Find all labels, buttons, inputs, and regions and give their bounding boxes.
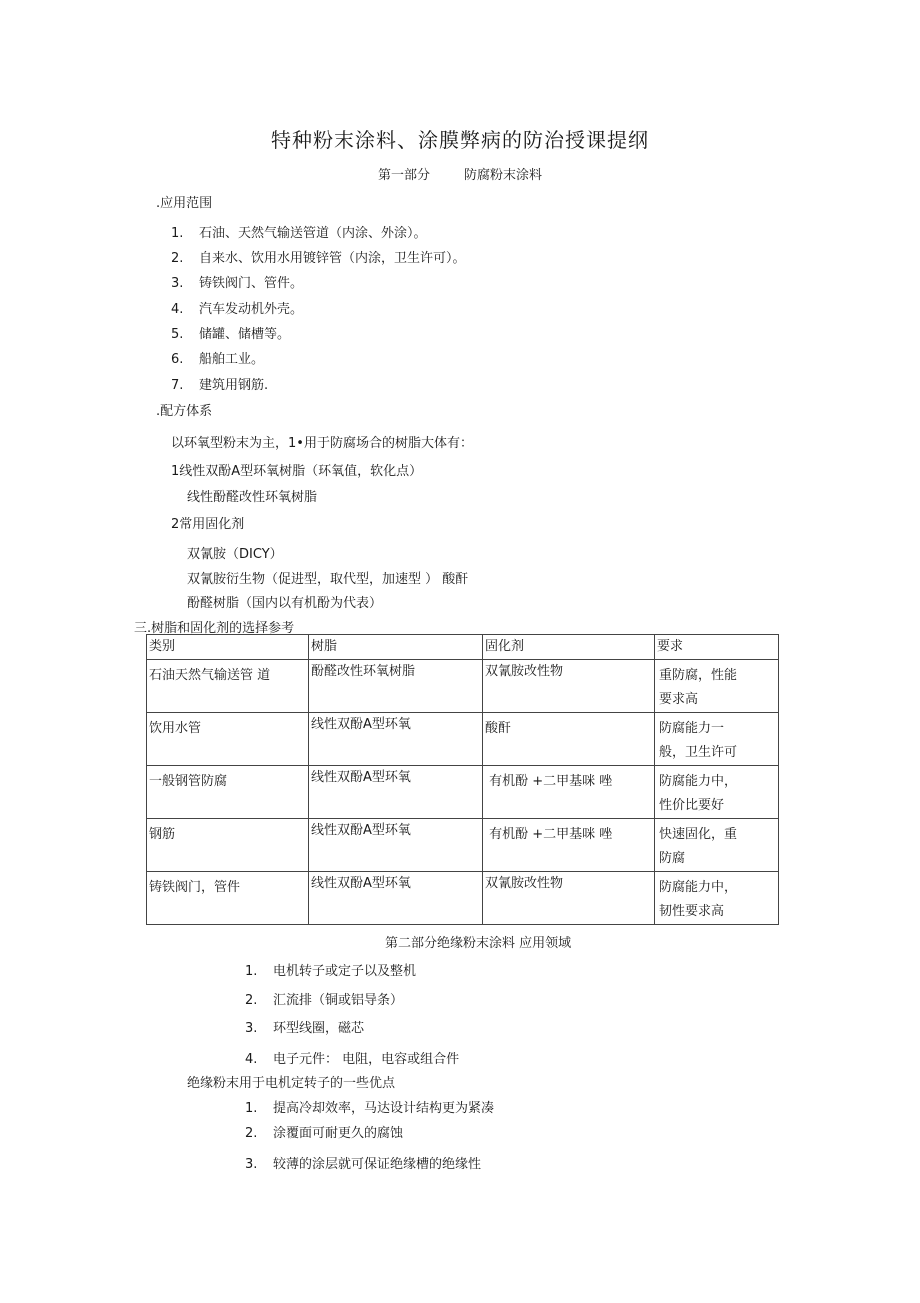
list-number: 4.: [171, 302, 184, 317]
list-number: 6.: [171, 352, 184, 367]
cell-requirement: 防腐能力中， 性价比要好: [655, 766, 779, 819]
header-curing: 固化剂: [483, 635, 655, 660]
list-number: 1.: [171, 226, 184, 241]
curing-item: 双氰胺衍生物（促进型，取代型，加速型 ） 酸酐: [187, 572, 469, 587]
part1-name: 防腐粉末涂料: [464, 168, 543, 183]
application-heading: .应用范围: [156, 196, 213, 211]
advantages-heading: 绝缘粉末用于电机定转子的一些优点: [187, 1076, 396, 1091]
header-requirement: 要求: [655, 635, 779, 660]
list-item: [171, 222, 427, 241]
curing-item: 双氰胺（DICY）: [187, 547, 283, 562]
cell-curing: 双氰胺改性物: [483, 872, 655, 925]
cell-requirement: 防腐能力中， 韧性要求高: [655, 872, 779, 925]
table-row: [147, 872, 779, 925]
list-text: 储罐、储槽等。: [199, 327, 291, 342]
cell-requirement: 防腐能力一 般，卫生许可: [655, 713, 779, 766]
resin-title: 1线性双酚A型环氧树脂（环氧值，软化点）: [171, 464, 423, 479]
list-item: [171, 247, 466, 266]
list-text: 自来水、饮用水用镀锌管（内涂，卫生许可）。: [199, 251, 466, 266]
cell-curing: 有机酚 +二甲基咪 唑: [483, 819, 655, 872]
cell-resin: 线性双酚A型环氧: [309, 872, 483, 925]
list-item: [245, 960, 416, 979]
cell-category: 一般钢管防腐: [147, 766, 309, 819]
list-text: 涂覆面可耐更久的腐蚀: [273, 1126, 404, 1141]
list-text: 提高冷却效率，马达设计结构更为紧凑: [273, 1101, 495, 1116]
list-number: 1.: [245, 964, 258, 979]
cell-resin: 线性双酚A型环氧: [309, 819, 483, 872]
document-title: 特种粉末涂料、涂膜弊病的防治授课提纲: [271, 128, 649, 152]
header-category: 类别: [147, 635, 309, 660]
list-text: 较薄的涂层就可保证绝缘槽的绝缘性: [273, 1157, 482, 1172]
list-number: 5.: [171, 327, 184, 342]
list-text: 电子元件： 电阻，电容或组合件: [273, 1052, 460, 1067]
list-number: 7.: [171, 378, 184, 393]
list-item: [245, 1048, 459, 1067]
list-text: 铸铁阀门、管件。: [199, 276, 304, 291]
cell-requirement: 快速固化，重 防腐: [655, 819, 779, 872]
list-number: 3.: [171, 276, 184, 291]
list-text: 汽车发动机外壳。: [199, 302, 304, 317]
list-text: 汇流排（铜或铝导条）: [273, 993, 404, 1008]
list-number: 1.: [245, 1101, 258, 1116]
selection-table: [146, 634, 779, 925]
cell-resin: 线性双酚A型环氧: [309, 766, 483, 819]
list-item: [171, 348, 264, 367]
list-item: [171, 298, 303, 317]
list-item: [245, 1017, 364, 1036]
list-item: [171, 323, 290, 342]
cell-category: 饮用水管: [147, 713, 309, 766]
list-item: [245, 1097, 494, 1116]
formula-intro: 以环氧型粉末为主，1•用于防腐场合的树脂大体有：: [171, 436, 473, 451]
list-number: 4.: [245, 1052, 258, 1067]
cell-category: 铸铁阀门，管件: [147, 872, 309, 925]
table-header-row: [147, 635, 779, 660]
cell-curing: 有机酚 +二甲基咪 唑: [483, 766, 655, 819]
table-row: [147, 766, 779, 819]
cell-curing: 酸酐: [483, 713, 655, 766]
list-number: 2.: [245, 993, 258, 1008]
table-row: [147, 819, 779, 872]
header-resin: 树脂: [309, 635, 483, 660]
list-text: 环型线圈，磁芯: [273, 1021, 365, 1036]
resin-sub: 线性酚醛改性环氧树脂: [187, 490, 318, 505]
list-text: 石油、天然气输送管道（内涂、外涂）。: [199, 226, 427, 241]
cell-requirement: 重防腐，性能 要求高: [655, 660, 779, 713]
curing-item: 酚醛树脂（国内以有机酚为代表）: [187, 596, 383, 611]
list-text: 船舶工业。: [199, 352, 265, 367]
list-number: 2.: [245, 1126, 258, 1141]
selection-heading: 三.树脂和固化剂的选择参考: [134, 621, 295, 636]
list-item: [245, 1153, 481, 1172]
part2-heading: 第二部分绝缘粉末涂料 应用领域: [385, 936, 572, 951]
cell-resin: 酚醛改性环氧树脂: [309, 660, 483, 713]
cell-resin: 线性双酚A型环氧: [309, 713, 483, 766]
part1-label: 第一部分: [378, 168, 431, 183]
formula-heading: .配方体系: [156, 404, 213, 419]
list-text: 电机转子或定子以及整机: [273, 964, 417, 979]
part1-heading: [378, 164, 542, 183]
curing-title: 2常用固化剂: [171, 517, 245, 532]
table-row: [147, 660, 779, 713]
list-item: [171, 272, 303, 291]
list-item: [245, 1122, 403, 1141]
cell-category: 石油天然气输送管 道: [147, 660, 309, 713]
cell-category: 钢筋: [147, 819, 309, 872]
list-number: 3.: [245, 1157, 258, 1172]
cell-curing: 双氰胺改性物: [483, 660, 655, 713]
list-text: 建筑用钢筋.: [199, 378, 269, 393]
list-number: 3.: [245, 1021, 258, 1036]
list-number: 2.: [171, 251, 184, 266]
table-row: [147, 713, 779, 766]
list-item: [171, 374, 268, 393]
list-item: [245, 989, 403, 1008]
